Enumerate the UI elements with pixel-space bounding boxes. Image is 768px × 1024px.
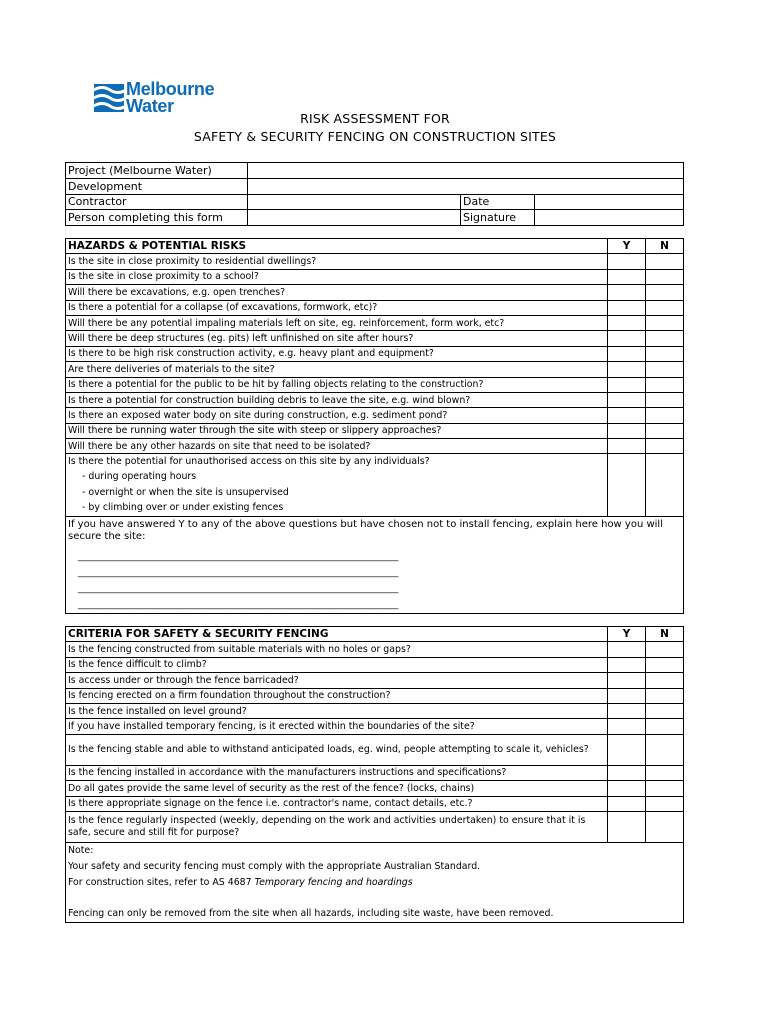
table-row <box>66 781 684 796</box>
hazard-question: Are there deliveries of materials to the site? <box>66 362 608 377</box>
no-checkbox[interactable] <box>646 423 684 438</box>
table-row <box>66 657 684 672</box>
hazard-question: Will there be running water through the site with steep or slippery approaches? <box>66 423 608 438</box>
no-checkbox[interactable] <box>646 362 684 377</box>
table-row <box>66 703 684 718</box>
criteria-question: Is the fencing constructed from suitable materials with no holes or gaps? <box>66 642 608 657</box>
project-field[interactable] <box>248 163 684 179</box>
criteria-question: Is fencing erected on a firm foundation throughout the construction? <box>66 688 608 703</box>
project-label: Project (Melbourne Water) <box>66 163 248 179</box>
no-checkbox[interactable] <box>646 269 684 284</box>
hazards-n-header: N <box>646 239 684 254</box>
criteria-question: Is the fence installed on level ground? <box>66 703 608 718</box>
yes-checkbox[interactable] <box>608 642 646 657</box>
yes-checkbox[interactable] <box>608 408 646 423</box>
table-row <box>66 331 684 346</box>
criteria-question: Is the fence regularly inspected (weekly, depending on the work and activities undertaken) to ensure that it is safe, secure and still fit for purpose? <box>66 811 608 842</box>
yes-checkbox[interactable] <box>608 377 646 392</box>
criteria-question: Is the fencing stable and able to withstand anticipated loads, eg. wind, people attempting to scale it, vehicles? <box>66 734 608 765</box>
logo-line-2: Water <box>126 96 174 116</box>
table-row <box>66 719 684 734</box>
no-checkbox[interactable] <box>646 285 684 300</box>
table-row <box>66 811 684 842</box>
hazards-table <box>65 238 684 614</box>
yes-checkbox[interactable] <box>608 811 646 842</box>
table-row <box>66 315 684 330</box>
no-checkbox[interactable] <box>646 454 684 517</box>
explanation-cell <box>66 516 684 613</box>
no-checkbox[interactable] <box>646 673 684 688</box>
yes-checkbox[interactable] <box>608 346 646 361</box>
table-row <box>66 392 684 407</box>
table-row <box>66 300 684 315</box>
no-checkbox[interactable] <box>646 642 684 657</box>
hazard-question: Is there the potential for unauthorised access on this site by any individuals? <box>68 456 430 468</box>
project-info-table <box>65 162 684 226</box>
access-item: - overnight or when the site is unsupervised <box>82 486 289 498</box>
yes-checkbox[interactable] <box>608 269 646 284</box>
table-row <box>66 285 684 300</box>
page-title-line-1: RISK ASSESSMENT FOR <box>300 111 450 126</box>
hazard-question: Is the site in close proximity to residential dwellings? <box>66 254 608 269</box>
explanation-prompt: If you have answered Y to any of the above questions but have chosen not to install fencing, explain here how you will secure the site: <box>68 518 663 542</box>
development-field[interactable] <box>248 178 684 194</box>
hazard-question: Is there a potential for the public to be hit by falling objects relating to the construction? <box>66 377 608 392</box>
criteria-y-header: Y <box>608 627 646 642</box>
yes-checkbox[interactable] <box>608 254 646 269</box>
yes-checkbox[interactable] <box>608 285 646 300</box>
table-row <box>66 796 684 811</box>
yes-checkbox[interactable] <box>608 781 646 796</box>
note-line-3: Fencing can only be removed from the site when all hazards, including site waste, have been removed. <box>68 908 554 920</box>
yes-checkbox[interactable] <box>608 300 646 315</box>
signature-label: Signature <box>461 210 535 226</box>
yes-checkbox[interactable] <box>608 315 646 330</box>
yes-checkbox[interactable] <box>608 765 646 780</box>
contractor-label: Contractor <box>66 194 248 210</box>
table-row <box>66 454 684 517</box>
signature-field[interactable] <box>535 210 684 226</box>
yes-checkbox[interactable] <box>608 688 646 703</box>
yes-checkbox[interactable] <box>608 719 646 734</box>
table-row <box>66 408 684 423</box>
hazard-question: Will there be excavations, e.g. open trenches? <box>66 285 608 300</box>
hazard-question: Will there be any potential impaling materials left on site, eg. reinforcement, form work, etc? <box>66 315 608 330</box>
yes-checkbox[interactable] <box>608 703 646 718</box>
hazard-question: Is the site in close proximity to a school? <box>66 269 608 284</box>
hazard-question: Is there a potential for a collapse (of excavations, formwork, etc)? <box>66 300 608 315</box>
no-checkbox[interactable] <box>646 719 684 734</box>
criteria-question: Do all gates provide the same level of security as the rest of the fence? (locks, chains) <box>66 781 608 796</box>
date-label: Date <box>461 194 535 210</box>
no-checkbox[interactable] <box>646 346 684 361</box>
table-row <box>66 346 684 361</box>
table-row <box>66 377 684 392</box>
table-row <box>66 673 684 688</box>
hazard-question: Will there be any other hazards on site that need to be isolated? <box>66 439 608 454</box>
table-row <box>66 254 684 269</box>
page-title-line-2: SAFETY & SECURITY FENCING ON CONSTRUCTION SITES <box>193 129 557 144</box>
no-checkbox[interactable] <box>646 765 684 780</box>
yes-checkbox[interactable] <box>608 362 646 377</box>
no-checkbox[interactable] <box>646 392 684 407</box>
explanation-line[interactable]: __________________________________________________________________________________ <box>78 583 398 594</box>
explanation-line[interactable]: __________________________________________________________________________________ <box>78 599 398 610</box>
table-row <box>66 269 684 284</box>
yes-checkbox[interactable] <box>608 331 646 346</box>
hazards-y-header: Y <box>608 239 646 254</box>
criteria-question: Is access under or through the fence barricaded? <box>66 673 608 688</box>
no-checkbox[interactable] <box>646 408 684 423</box>
yes-checkbox[interactable] <box>608 657 646 672</box>
criteria-question: Is the fence difficult to climb? <box>66 657 608 672</box>
yes-checkbox[interactable] <box>608 673 646 688</box>
contractor-field[interactable] <box>248 194 461 210</box>
hazards-header: HAZARDS & POTENTIAL RISKS <box>66 239 608 254</box>
no-checkbox[interactable] <box>646 300 684 315</box>
hazard-question: Is there a potential for construction building debris to leave the site, e.g. wind blown? <box>66 392 608 407</box>
explanation-line[interactable]: __________________________________________________________________________________ <box>78 567 398 578</box>
person-label: Person completing this form <box>66 210 248 226</box>
explanation-line[interactable]: __________________________________________________________________________________ <box>78 551 398 562</box>
criteria-question: If you have installed temporary fencing, is it erected within the boundaries of the site? <box>66 719 608 734</box>
no-checkbox[interactable] <box>646 796 684 811</box>
yes-checkbox[interactable] <box>608 454 646 517</box>
no-checkbox[interactable] <box>646 331 684 346</box>
note-line-2 <box>68 875 681 891</box>
criteria-question: Is there appropriate signage on the fence i.e. contractor's name, contact details, etc.? <box>66 796 608 811</box>
table-row <box>66 439 684 454</box>
criteria-question: Is the fencing installed in accordance with the manufacturers instructions and specifications? <box>66 765 608 780</box>
note-line-1: Your safety and security fencing must comply with the appropriate Australian Standard. <box>68 860 481 872</box>
table-row <box>66 765 684 780</box>
unauthorised-access-cell <box>66 454 608 517</box>
logo-wordmark <box>126 81 214 115</box>
yes-checkbox[interactable] <box>608 392 646 407</box>
criteria-n-header: N <box>646 627 684 642</box>
note-label: Note: <box>68 844 94 856</box>
logo-line-1: Melbourne <box>126 79 215 99</box>
access-item: - by climbing over or under existing fences <box>82 502 284 514</box>
yes-checkbox[interactable] <box>608 423 646 438</box>
no-checkbox[interactable] <box>646 377 684 392</box>
no-checkbox[interactable] <box>646 703 684 718</box>
development-label: Development <box>66 178 248 194</box>
no-checkbox[interactable] <box>646 811 684 842</box>
note-spacer <box>68 890 681 906</box>
standard-title: Temporary fencing and hoardings <box>254 876 413 888</box>
hazard-question: Is there to be high risk construction activity, e.g. heavy plant and equipment? <box>66 346 608 361</box>
no-checkbox[interactable] <box>646 315 684 330</box>
table-row <box>66 642 684 657</box>
yes-checkbox[interactable] <box>608 734 646 765</box>
person-field[interactable] <box>248 210 461 226</box>
criteria-table <box>65 626 684 923</box>
note-line-2-text: For construction sites, refer to AS 4687 <box>68 876 255 888</box>
yes-checkbox[interactable] <box>608 439 646 454</box>
table-row <box>66 423 684 438</box>
access-item: - during operating hours <box>82 471 197 483</box>
note-cell <box>66 842 684 922</box>
no-checkbox[interactable] <box>646 688 684 703</box>
no-checkbox[interactable] <box>646 734 684 765</box>
no-checkbox[interactable] <box>646 657 684 672</box>
yes-checkbox[interactable] <box>608 796 646 811</box>
table-row <box>66 734 684 765</box>
no-checkbox[interactable] <box>646 781 684 796</box>
no-checkbox[interactable] <box>646 439 684 454</box>
table-row <box>66 362 684 377</box>
no-checkbox[interactable] <box>646 254 684 269</box>
hazard-question: Will there be deep structures (eg. pits) left unfinished on site after hours? <box>66 331 608 346</box>
date-field[interactable] <box>535 194 684 210</box>
hazard-question: Is there an exposed water body on site during construction, e.g. sediment pond? <box>66 408 608 423</box>
table-row <box>66 688 684 703</box>
criteria-header: CRITERIA FOR SAFETY & SECURITY FENCING <box>66 627 608 642</box>
